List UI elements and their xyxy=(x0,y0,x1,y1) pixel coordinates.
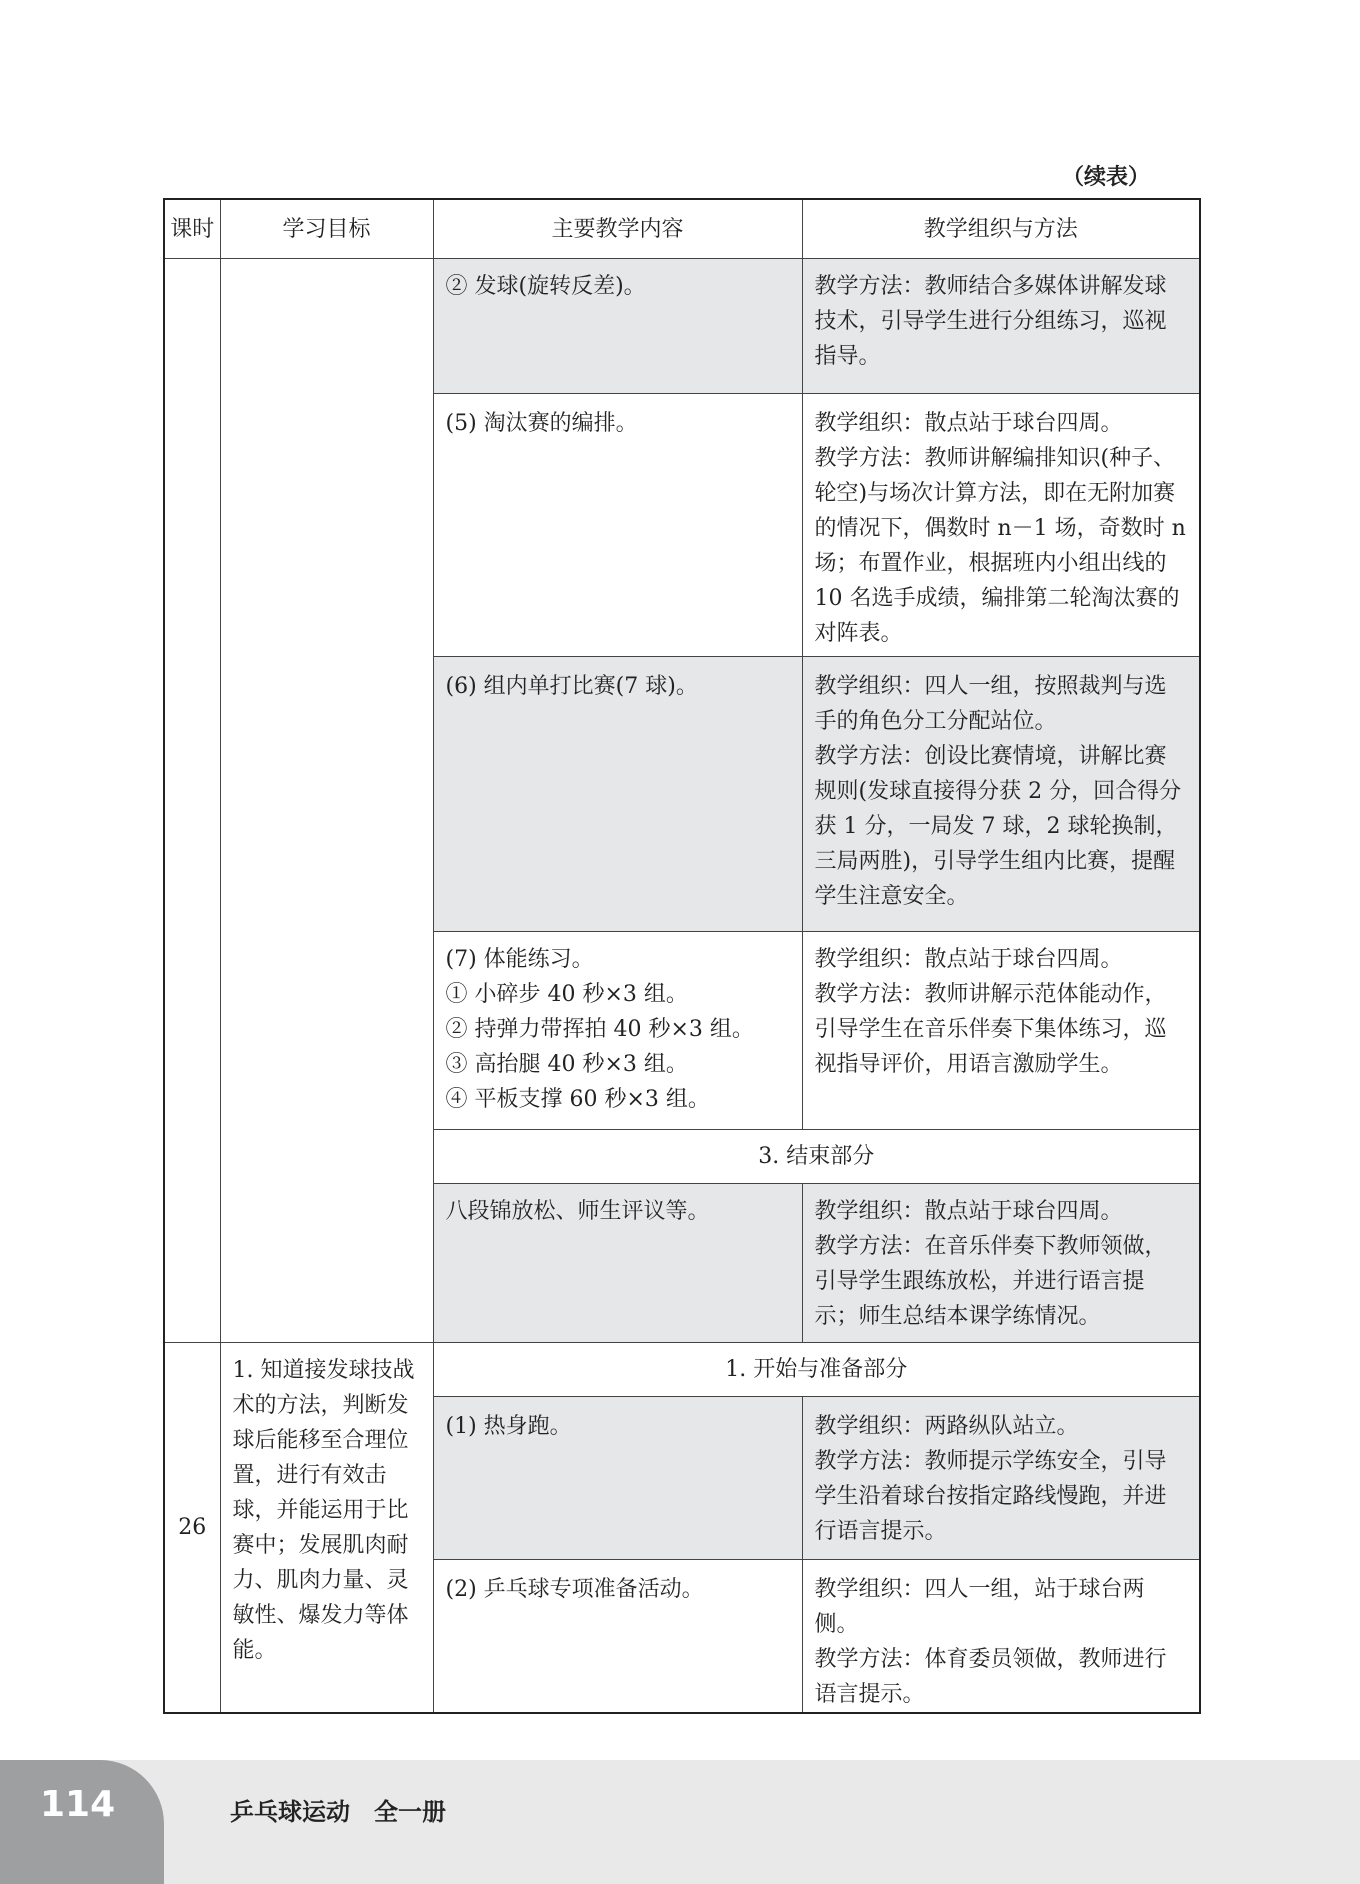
table-header-row xyxy=(164,199,1200,259)
method-cell: 教学组织：散点站于球台四周。 教学方法：教师讲解示范体能动作，引导学生在音乐伴奏下集体练习，巡视指导评价，用语言激励学生。 xyxy=(802,932,1200,1130)
method-cell: 教学组织：两路纵队站立。 教学方法：教师提示学练安全，引导学生沿着球台按指定路线慢跑，并进行语言提示。 xyxy=(802,1397,1200,1560)
section-heading-end: 3. 结束部分 xyxy=(433,1130,1200,1184)
section-heading-start: 1. 开始与准备部分 xyxy=(433,1343,1200,1397)
content-cell: (2) 乒乓球专项准备活动。 xyxy=(433,1560,802,1714)
page-footer xyxy=(0,1760,1360,1884)
section-row xyxy=(164,1343,1200,1397)
method-cell: 教学组织：四人一组，按照裁判与选手的角色分工分配站位。 教学方法：创设比赛情境，讲解比赛规则(发球直接得分获 2 分，回合得分获 1 分，一局发 7 球，2 球轮换制，三局两胜)，引导学生组内比赛，提醒学生注意安全。 xyxy=(802,657,1200,932)
method-cell: 教学组织：散点站于球台四周。 教学方法：教师讲解编排知识(种子、轮空)与场次计算方法，即在无附加赛的情况下，偶数时 n－1 场，奇数时 n 场；布置作业，根据班内小组出线的 10 名选手成绩，编排第二轮淘汰赛的对阵表。 xyxy=(802,394,1200,657)
header-method: 教学组织与方法 xyxy=(802,199,1200,259)
content-cell: (5) 淘汰赛的编排。 xyxy=(433,394,802,657)
method-cell: 教学组织：散点站于球台四周。 教学方法：在音乐伴奏下教师领做，引导学生跟练放松，并进行语言提示；师生总结本课学练情况。 xyxy=(802,1184,1200,1343)
goal-cell-empty xyxy=(220,259,433,1343)
method-cell: 教学组织：四人一组，站于球台两侧。 教学方法：体育委员领做，教师进行语言提示。 xyxy=(802,1560,1200,1714)
header-lesson: 课时 xyxy=(164,199,220,259)
lesson-cell-empty xyxy=(164,259,220,1343)
content-cell: (1) 热身跑。 xyxy=(433,1397,802,1560)
method-cell: 教学方法：教师结合多媒体讲解发球技术，引导学生进行分组练习，巡视指导。 xyxy=(802,259,1200,394)
header-goal: 学习目标 xyxy=(220,199,433,259)
continued-label: （续表） xyxy=(1061,165,1150,190)
header-content: 主要教学内容 xyxy=(433,199,802,259)
learning-goal: 1. 知道接发球技战术的方法，判断发球后能移至合理位置，进行有效击球，并能运用于比赛中；发展肌肉耐力、肌肉力量、灵敏性、爆发力等体能。 xyxy=(220,1343,433,1714)
lesson-plan-table xyxy=(163,198,1201,1714)
table-row xyxy=(164,259,1200,394)
content-cell: ② 发球(旋转反差)。 xyxy=(433,259,802,394)
content-cell: (6) 组内单打比赛(7 球)。 xyxy=(433,657,802,932)
book-title: 乒乓球运动 全一册 xyxy=(230,1798,446,1826)
page-number: 114 xyxy=(40,1784,116,1825)
content-cell: 八段锦放松、师生评议等。 xyxy=(433,1184,802,1343)
content-cell: (7) 体能练习。 ① 小碎步 40 秒×3 组。 ② 持弹力带挥拍 40 秒×3 组。 ③ 高抬腿 40 秒×3 组。 ④ 平板支撑 60 秒×3 组。 xyxy=(433,932,802,1130)
lesson-number: 26 xyxy=(164,1343,220,1714)
